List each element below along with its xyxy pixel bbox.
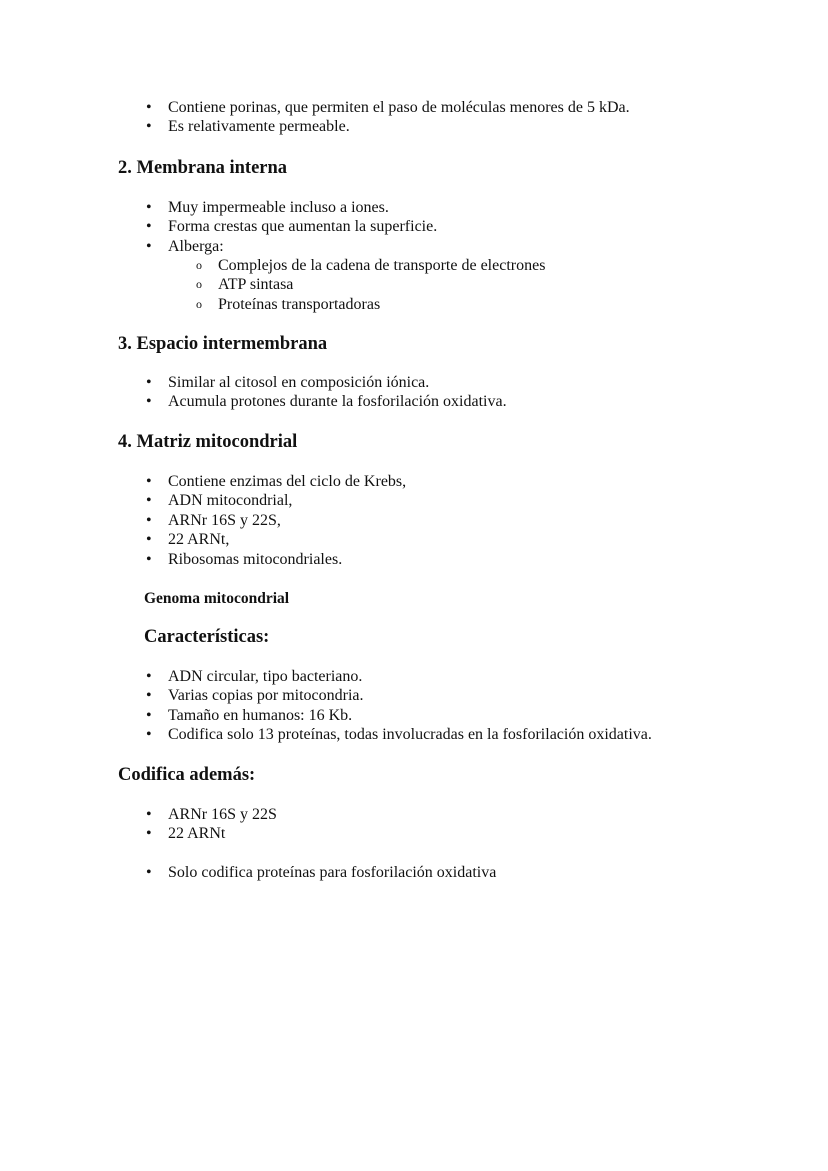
section4-bullet-list (146, 472, 407, 569)
list-item: • 22 ARNt, (146, 531, 230, 549)
list-item: • ADN mitocondrial, (146, 492, 293, 510)
sub-list-item: o Proteínas transportadoras (196, 295, 381, 313)
caracteristicas-heading: Características: (144, 627, 270, 647)
section-heading-membrana-interna: 2. Membrana interna (118, 158, 288, 178)
bullet-icon: • (146, 864, 152, 881)
list-item: • Ribosomas mitocondriales. (146, 550, 343, 568)
circle-bullet-icon: o (196, 258, 202, 272)
list-item: • ARNr 16S y 22S, (146, 511, 281, 529)
genoma-title: Genoma mitocondrial (144, 590, 290, 607)
list-item: • Forma crestas que aumentan la superficie. (146, 218, 438, 236)
sub-list-item: o ATP sintasa (196, 276, 294, 294)
list-item: • Alberga: (146, 237, 224, 255)
bullet-icon: • (146, 726, 152, 744)
sub-list-item: o Complejos de la cadena de transporte de electrones (196, 257, 546, 274)
intro-bullet-list (146, 98, 630, 137)
section2-bullet-list (146, 198, 438, 256)
genoma-bullet-list (146, 667, 652, 745)
bullet-icon: • (146, 473, 152, 490)
bullet-icon: • (146, 492, 152, 510)
list-item: • Solo codifica proteínas para fosforilación oxidativa (146, 864, 497, 881)
bullet-icon: • (146, 531, 152, 549)
final-bullet-list (146, 863, 497, 882)
bullet-icon: • (146, 825, 152, 843)
bullet-icon: • (146, 806, 152, 823)
bullet-icon: • (146, 393, 152, 411)
list-item: • Es relativamente permeable. (146, 118, 350, 136)
circle-bullet-icon: o (196, 296, 202, 311)
section-heading-matriz-mitocondrial: 4. Matriz mitocondrial (118, 432, 298, 452)
section2-sub-bullet-list (196, 256, 546, 314)
bullet-icon: • (146, 668, 152, 685)
bullet-icon: • (146, 118, 152, 136)
list-item: • Muy impermeable incluso a iones. (146, 199, 389, 216)
bullet-icon: • (146, 706, 152, 724)
list-item: • ARNr 16S y 22S (146, 806, 277, 823)
list-item: • Contiene porinas, que permiten el paso de moléculas menores de 5 kDa. (146, 99, 630, 116)
list-item: • Acumula protones durante la fosforilación oxidativa. (146, 393, 507, 411)
codifica-bullet-list (146, 805, 277, 844)
list-item: • Similar al citosol en composición iónica. (146, 374, 430, 391)
list-item: • ADN circular, tipo bacteriano. (146, 668, 363, 685)
section-heading-espacio-intermembrana: 3. Espacio intermembrana (118, 334, 328, 354)
bullet-icon: • (146, 99, 152, 116)
bullet-icon: • (146, 550, 152, 568)
list-item: • Contiene enzimas del ciclo de Krebs, (146, 473, 407, 490)
bullet-icon: • (146, 218, 152, 236)
circle-bullet-icon: o (196, 277, 202, 292)
bullet-icon: • (146, 199, 152, 216)
list-item: • Varias copias por mitocondria. (146, 687, 364, 705)
codifica-heading: Codifica además: (118, 765, 256, 785)
list-item: • Codifica solo 13 proteínas, todas involucradas en la fosforilación oxidativa. (146, 726, 652, 744)
list-item: • Tamaño en humanos: 16 Kb. (146, 706, 353, 724)
list-item: • 22 ARNt (146, 825, 226, 843)
bullet-icon: • (146, 687, 152, 705)
bullet-icon: • (146, 374, 152, 391)
section3-bullet-list (146, 373, 507, 412)
bullet-icon: • (146, 237, 152, 255)
bullet-icon: • (146, 511, 152, 529)
